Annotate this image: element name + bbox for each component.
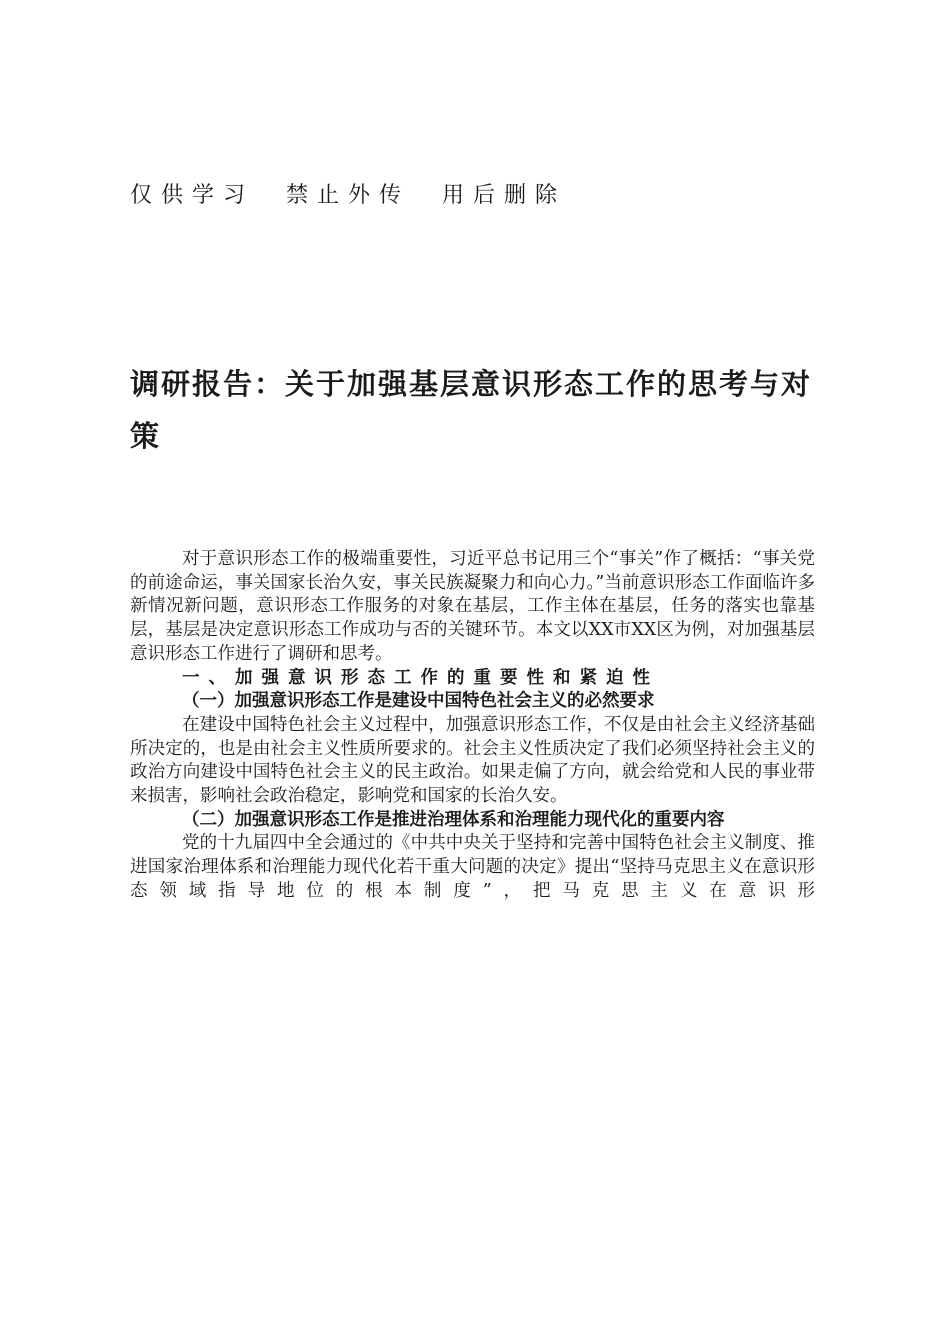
confidentiality-notice: 仅供学习 禁止外传 用后删除 [130,183,566,208]
document-title: 调研报告：关于加强基层意识形态工作的思考与对策 [130,367,813,453]
body-paragraph: 党的十九届四中全会通过的《中共中央关于坚持和完善中国特色社会主义制度、推进国家治理体系和治理能力现代化若干重大问题的决定》提出“坚持马克思主义在意识形态领域指导地位的根本制度”，把马克思主义在意识形 [130,833,815,901]
section-heading: 一、加强意识形态工作的重要性和紧迫性 [182,667,659,688]
document-body [130,548,815,904]
subsection-heading: （二）加强意识形态工作是推进治理体系和治理能力现代化的重要内容 [182,809,725,830]
intro-paragraph: 对于意识形态工作的极端重要性，习近平总书记用三个“事关”作了概括：“事关党的前途命运，事关国家长治久安，事关民族凝聚力和向心力。”当前意识形态工作面临许多新情况新问题，意识形态工作服务的对象在基层，工作主体在基层，任务的落实也靠基层，基层是决定意识形态工作成功与否的关键环节。本文以XX市XX区为例，对加强基层意识形态工作进行了调研和思考。 [130,549,815,664]
subsection-heading: （一）加强意识形态工作是建设中国特色社会主义的必然要求 [182,691,655,712]
body-paragraph: 在建设中国特色社会主义过程中，加强意识形态工作，不仅是由社会主义经济基础所决定的，也是由社会主义性质所要求的。社会主义性质决定了我们必须坚持社会主义的政治方向建设中国特色社会主义的民主政治。如果走偏了方向，就会给党和人民的事业带来损害，影响社会政治稳定，影响党和国家的长治久安。 [130,714,815,807]
